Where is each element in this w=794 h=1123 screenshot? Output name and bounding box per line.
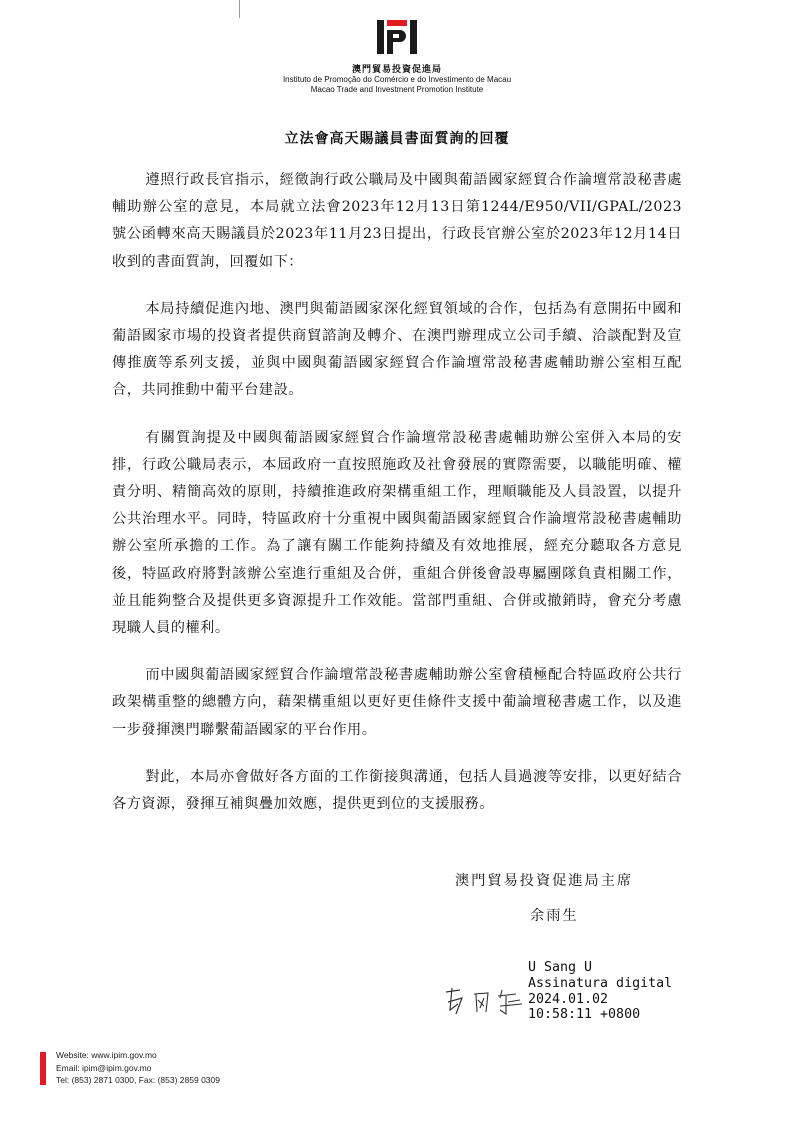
- paragraph: 本局持續促進內地、澳門與葡語國家深化經貿領域的合作，包括為有意開拓中國和葡語國家市場的投資者提供商貿諮詢及轉介、在澳門辦理成立公司手續、洽談配對及宣傳推廣等系列支援，並與中國與葡語國家經貿合作論壇常設秘書處輔助辦公室相互配合，共同推動中葡平台建設。: [112, 300, 682, 399]
- letter-body: [112, 167, 682, 838]
- institute-name-zh: 澳門貿易投資促進局: [351, 65, 442, 75]
- institute-name-pt: Instituto de Promoção do Comércio e do Investimento de Macau: [282, 75, 512, 84]
- footer-contact: [56, 1049, 220, 1087]
- digital-signature-time: 10:58:11 +0800: [528, 1007, 641, 1023]
- document-title: 立法會高天賜議員書面質詢的回覆: [284, 131, 510, 147]
- footer-tel-fax: Tel: (853) 2871 0300, Fax: (853) 2859 0309: [56, 1075, 220, 1085]
- signatory-title: 澳門貿易投資促進局主席: [455, 873, 634, 889]
- letterhead: [0, 18, 794, 95]
- paragraph: 而中國與葡語國家經貿合作論壇常設秘書處輔助辦公室會積極配合特區政府公共行政架構重整的總體方向，藉架構重組以更好更佳條件支援中葡論壇秘書處工作，以及進一步發揮澳門聯繫葡語國家的平台作用。: [112, 667, 682, 738]
- footer-website: Website: www.ipim.gov.mo: [56, 1050, 157, 1060]
- handwritten-signature-icon: [440, 984, 530, 1020]
- top-divider-line: [239, 0, 240, 18]
- digital-signature-block: [528, 960, 672, 1023]
- ipim-logo-icon: [375, 18, 419, 58]
- signatory-name: 余雨生: [530, 908, 579, 924]
- paragraph: 有關質詢提及中國與葡語國家經貿合作論壇常設秘書處輔助辦公室併入本局的安排，行政公職局表示，本屆政府一直按照施政及社會發展的實際需要，以職能明確、權責分明、精簡高效的原則，持續推進政府架構重組工作，理順職能及人員設置，以提升公共治理水平。同時，特區政府十分重視中國與葡語國家經貿合作論壇常設秘書處輔助辦公室所承擔的工作。為了讓有關工作能夠持續及有效地推展，經充分聽取各方意見後，特區政府將對該辦公室進行重組及合併，重組合併後會設專屬團隊負責相關工作，並且能夠整合及提供更多資源提升工作效能。當部門重組、合併或撤銷時，會充分考慮現職人員的權利。: [112, 429, 682, 637]
- footer-email: Email: ipim@ipim.gov.mo: [56, 1062, 152, 1073]
- footer-accent-bar: [40, 1052, 46, 1085]
- paragraph: 對此，本局亦會做好各方面的工作銜接與溝通，包括人員過渡等安排，以更好結合各方資源，發揮互補與疊加效應，提供更到位的支援服務。: [112, 768, 682, 813]
- digital-signature-label: Assinatura digital: [528, 975, 673, 991]
- institute-name-en: Macao Trade and Investment Promotion Institute: [310, 85, 484, 94]
- paragraph: 遵照行政長官指示，經徵詢行政公職局及中國與葡語國家經貿合作論壇常設秘書處輔助辦公室的意見，本局就立法會2023年12月13日第1244/E950/VII/GPAL/2023號公函轉來高天賜議員於2023年11月23日提出，行政長官辦公室於2023年12月14日收到的書面質詢，回覆如下：: [112, 172, 682, 270]
- digital-signature-date: 2024.01.02: [528, 991, 609, 1007]
- digital-signature-name: U Sang U: [528, 960, 593, 975]
